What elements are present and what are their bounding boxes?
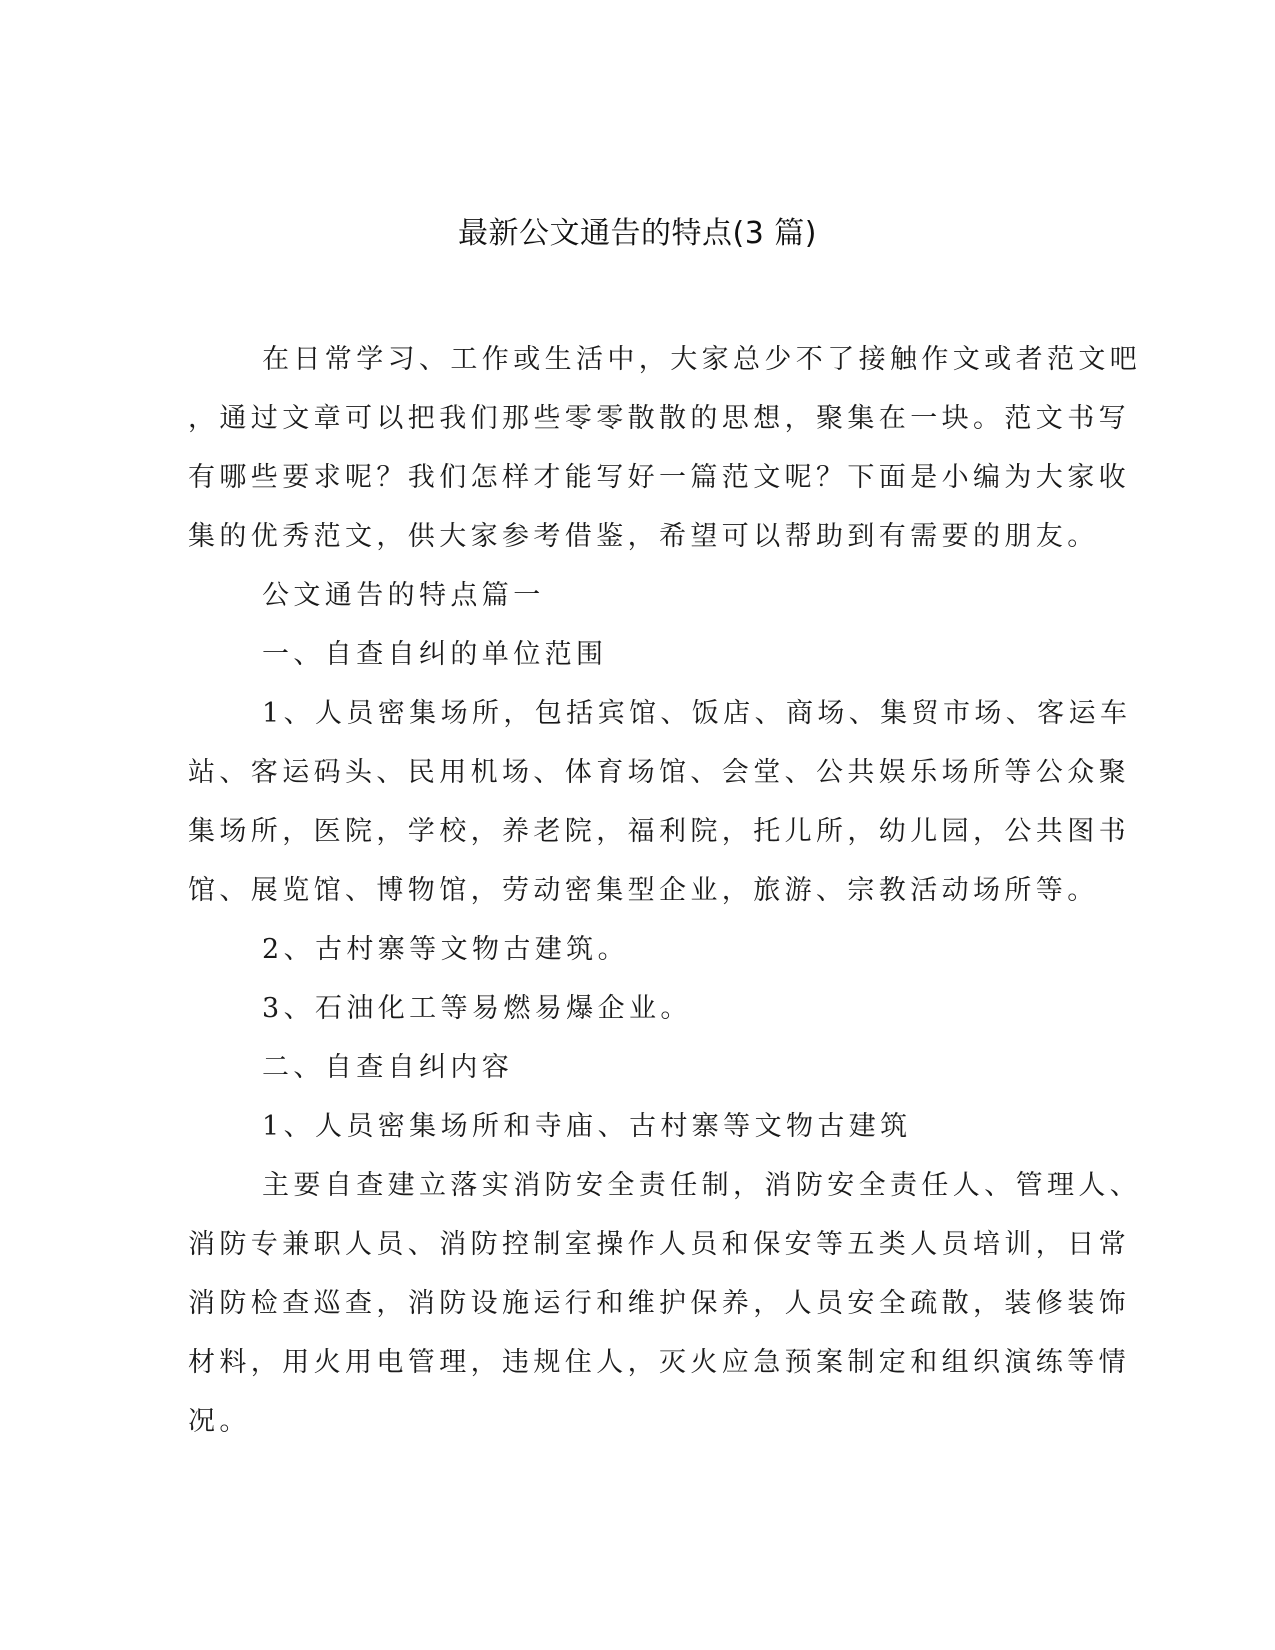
item1-line: 站、客运码头、民用机场、体育场馆、会堂、公共娱乐场所等公众聚: [188, 757, 1130, 788]
item2-paragraph: 2、古村寨等文物古建筑。: [262, 934, 629, 965]
document-title: 最新公文通告的特点(3 篇): [457, 216, 818, 251]
part2-body-line: 材料，用火用电管理，违规住人，灭火应急预案制定和组织演练等情: [188, 1347, 1130, 1378]
part2-body-line: 况。: [188, 1406, 251, 1437]
section-heading: 公文通告的特点篇一: [262, 580, 545, 611]
part1-heading: 一、自查自纠的单位范围: [262, 639, 608, 670]
item1-paragraph: [188, 684, 1132, 920]
intro-line: 有哪些要求呢？我们怎样才能写好一篇范文呢？下面是小编为大家收: [188, 462, 1130, 493]
part2-item1: 1、人员密集场所和寺庙、古村寨等文物古建筑: [262, 1111, 912, 1142]
part2-body-line: 消防检查巡查，消防设施运行和维护保养，人员安全疏散，装修装饰: [188, 1288, 1130, 1319]
intro-line: ，通过文章可以把我们那些零零散散的思想，聚集在一块。范文书写: [188, 403, 1130, 434]
item1-line: 馆、展览馆、博物馆，劳动密集型企业，旅游、宗教活动场所等。: [188, 875, 1099, 906]
intro-line: 在日常学习、工作或生活中，大家总少不了接触作文或者范文吧: [262, 344, 1142, 375]
part2-body-paragraph: [188, 1156, 1142, 1451]
part2-heading: 二、自查自纠内容: [262, 1052, 514, 1083]
item1-line: 1、人员密集场所，包括宾馆、饭店、商场、集贸市场、客运车: [262, 698, 1132, 729]
item3-paragraph: 3、石油化工等易燃易爆企业。: [262, 993, 692, 1024]
document-body: [188, 330, 1142, 1451]
item1-line: 集场所，医院，学校，养老院，福利院，托儿所，幼儿园，公共图书: [188, 816, 1130, 847]
intro-paragraph: [188, 330, 1142, 566]
part2-body-line: 主要自查建立落实消防安全责任制，消防安全责任人、管理人、: [262, 1170, 1142, 1201]
intro-line: 集的优秀范文，供大家参考借鉴，希望可以帮助到有需要的朋友。: [188, 521, 1099, 552]
part2-body-line: 消防专兼职人员、消防控制室操作人员和保安等五类人员培训，日常: [188, 1229, 1130, 1260]
